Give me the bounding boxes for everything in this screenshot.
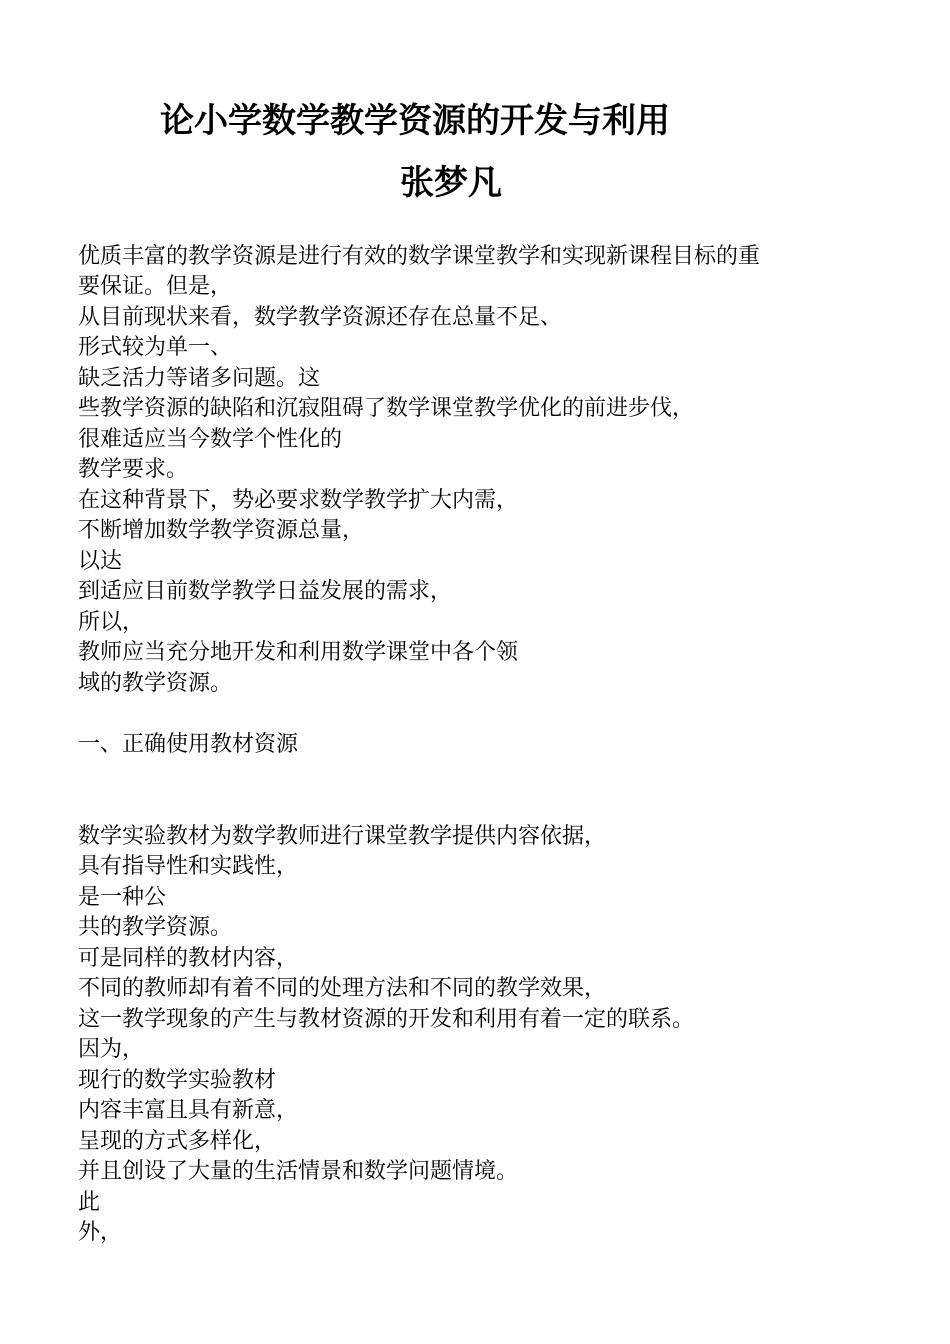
- paragraph-line: 不同的教师却有着不同的处理方法和不同的教学效果，: [78, 976, 607, 1001]
- paragraph-line: 因为，: [78, 1037, 145, 1062]
- paragraph-line: 此: [78, 1190, 101, 1215]
- paragraph-line: 现行的数学实验教材: [78, 1068, 277, 1093]
- document-title: 论小学数学教学资源的开发与利用: [160, 101, 670, 141]
- paragraph-line: 到适应目前数学教学日益发展的需求，: [78, 579, 453, 604]
- paragraph-line: 所以，: [78, 610, 145, 635]
- paragraph-line: 在这种背景下，势必要求数学教学扩大内需，: [78, 488, 519, 513]
- paragraph-line: 域的教学资源。: [78, 671, 233, 696]
- document-author: 张梦凡: [400, 163, 502, 203]
- paragraph-line: 共的教学资源。: [78, 915, 233, 940]
- paragraph-line: 外，: [78, 1220, 123, 1245]
- paragraph-line: 内容丰富且具有新意，: [78, 1098, 299, 1123]
- paragraph-line: 些教学资源的缺陷和沉寂阻碍了数学课堂教学优化的前进步伐，: [78, 396, 695, 421]
- paragraph-line: 具有指导性和实践性，: [78, 854, 299, 879]
- paragraph-line: 缺乏活力等诸多问题。这: [78, 366, 321, 391]
- paragraph-line: 优质丰富的教学资源是进行有效的数学课堂教学和实现新课程目标的重: [78, 244, 761, 269]
- paragraph-line: 可是同样的教材内容，: [78, 946, 299, 971]
- paragraph-line: 这一教学现象的产生与教材资源的开发和利用有着一定的联系。: [78, 1007, 695, 1032]
- paragraph-line: 不断增加数学教学资源总量，: [78, 518, 365, 543]
- paragraph-line: 并且创设了大量的生活情景和数学问题情境。: [78, 1159, 519, 1184]
- paragraph-line: 要保证。但是，: [78, 274, 233, 299]
- paragraph-line: 以达: [78, 549, 123, 574]
- paragraph-line: 形式较为单一、: [78, 335, 233, 360]
- paragraph-line: 很难适应当今数学个性化的: [78, 427, 343, 452]
- paragraph-line: 从目前现状来看，数学教学资源还存在总量不足、: [78, 305, 563, 330]
- paragraph-line: 呈现的方式多样化，: [78, 1129, 277, 1154]
- section-heading: 一、正确使用教材资源: [78, 732, 299, 757]
- paragraph-line: 教师应当充分地开发和利用数学课堂中各个领: [78, 640, 519, 665]
- paragraph-line: 是一种公: [78, 885, 167, 910]
- paragraph-line: 教学要求。: [78, 457, 189, 482]
- paragraph-line: 数学实验教材为数学教师进行课堂教学提供内容依据，: [78, 824, 607, 849]
